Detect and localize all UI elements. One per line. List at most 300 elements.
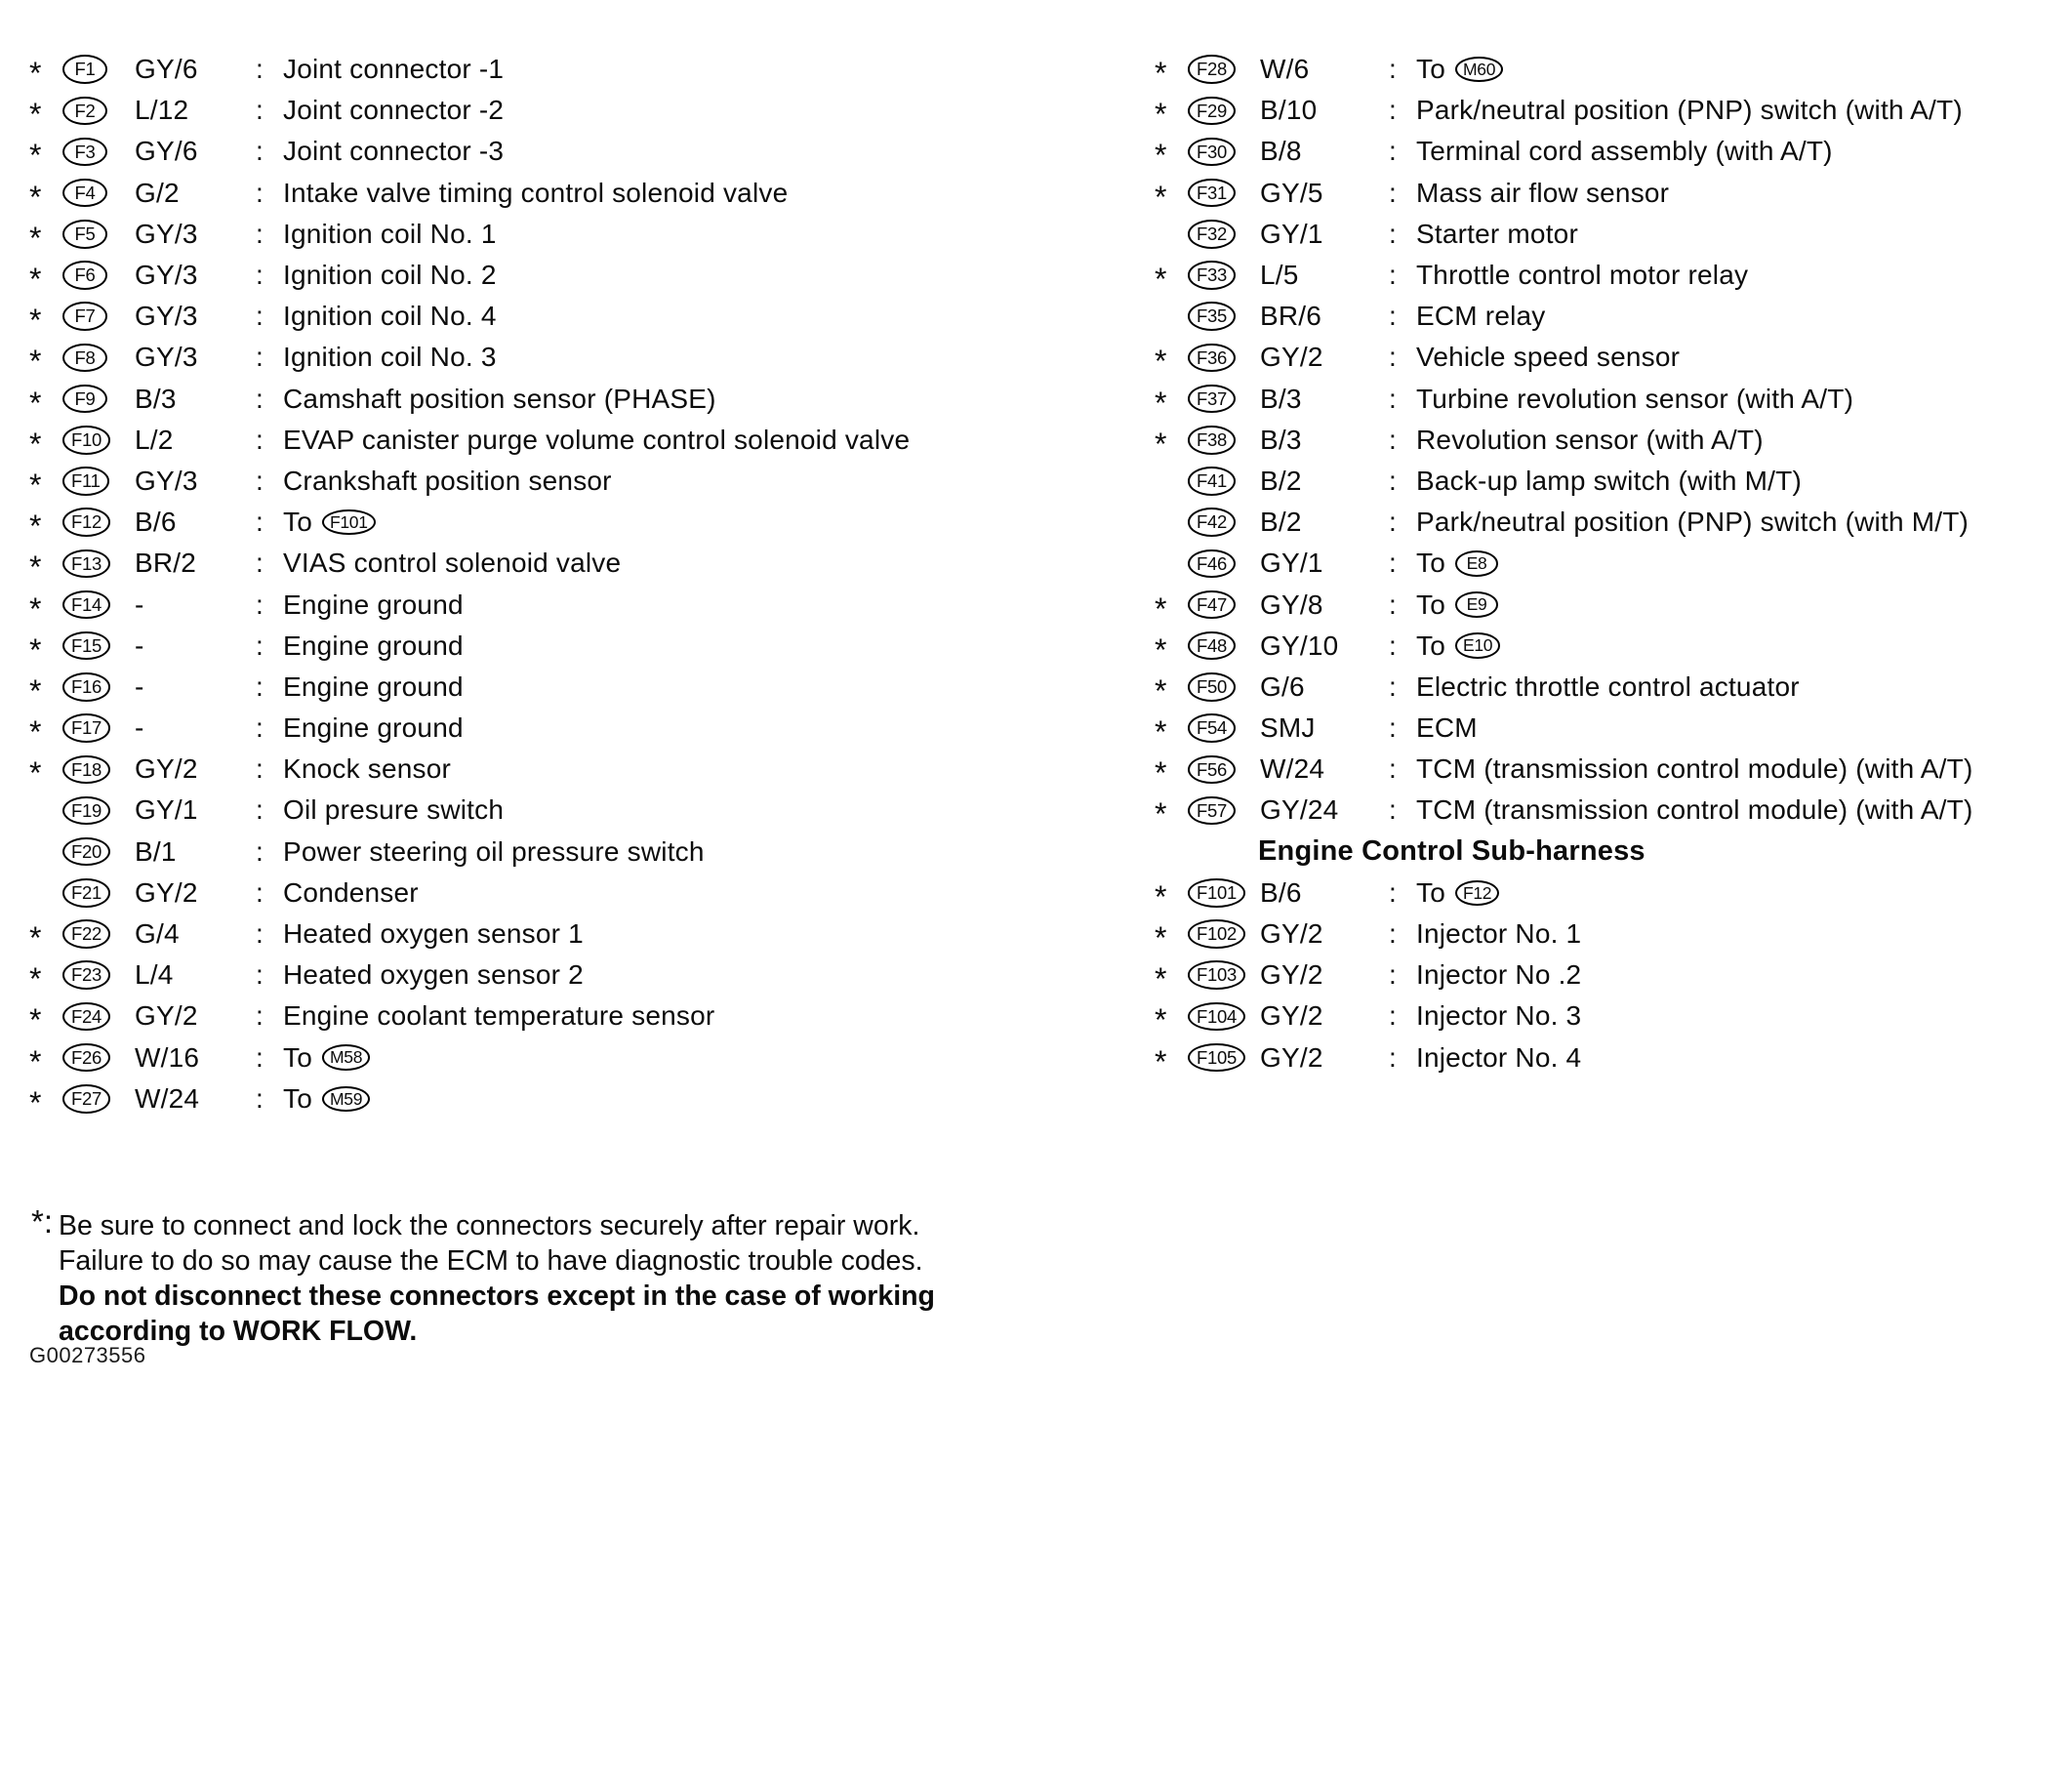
connector-id-badge: F4 <box>62 179 107 208</box>
connector-id-badge: F32 <box>1188 220 1236 249</box>
separator-colon: : <box>256 177 264 208</box>
connector-row <box>29 873 1122 914</box>
connector-description-text: Back-up lamp switch (with M/T) <box>1416 465 1802 496</box>
connector-id-cell <box>62 344 135 373</box>
connector-description <box>283 1000 1122 1032</box>
connector-description <box>1416 794 2072 826</box>
connector-description-text: To <box>1416 589 1445 620</box>
separator-colon: : <box>1389 301 1397 332</box>
connector-ref-badge: E9 <box>1455 591 1498 618</box>
connector-description-text: Starter motor <box>1416 218 1578 249</box>
connector-id-cell <box>1188 179 1260 208</box>
star-marker: * <box>1155 920 1167 956</box>
separator-colon: : <box>256 260 264 291</box>
star-marker <box>29 889 62 897</box>
connector-id-badge: F47 <box>1188 590 1236 620</box>
connector-description <box>1416 712 2072 744</box>
connector-description <box>1416 178 2072 209</box>
connector-description <box>1416 548 2072 579</box>
connector-id-cell <box>1188 960 1260 990</box>
star-marker: * <box>1155 1002 1167 1038</box>
connector-description-text: Joint connector -3 <box>283 136 505 167</box>
connector-id-badge: F13 <box>62 549 110 579</box>
connector-id-badge: F29 <box>1188 97 1236 126</box>
separator-colon: : <box>1389 918 1397 950</box>
footnote-bold-line: according to WORK FLOW. <box>59 1316 418 1347</box>
wire-code: BR/2 <box>135 548 197 579</box>
connector-description <box>283 301 1122 332</box>
section-heading: Engine Control Sub-harness <box>1258 835 1645 868</box>
star-marker: * <box>1155 262 1167 298</box>
connector-id-badge: F30 <box>1188 138 1236 167</box>
connector-id-cell <box>1188 344 1260 373</box>
connector-description-text: Ignition coil No. 3 <box>283 342 497 373</box>
separator-colon: : <box>1389 218 1397 249</box>
connector-row <box>29 543 1122 584</box>
connector-description <box>283 219 1122 250</box>
connector-description <box>283 1083 1122 1115</box>
connector-description-text: Knock sensor <box>283 753 452 785</box>
figure-id: G00273556 <box>29 1343 146 1367</box>
connector-id-badge: F33 <box>1188 261 1236 290</box>
wire-code: GY/3 <box>135 218 198 249</box>
connector-id-badge: F1 <box>62 55 107 84</box>
connector-description <box>1416 54 2072 85</box>
wire-code: L/4 <box>135 959 174 991</box>
connector-id-cell <box>1188 878 1260 908</box>
connector-id-badge: F46 <box>1188 549 1236 579</box>
separator-colon: : <box>1389 260 1397 291</box>
connector-row <box>1155 626 2072 667</box>
separator-colon: : <box>256 712 264 744</box>
wire-code: GY/5 <box>1260 177 1323 208</box>
connector-row <box>29 461 1122 502</box>
connector-id-badge: F31 <box>1188 179 1236 208</box>
connector-row <box>1155 90 2072 131</box>
connector-id-cell <box>62 1084 135 1114</box>
wire-code: GY/2 <box>135 876 198 908</box>
connector-id-cell <box>62 590 135 620</box>
connector-id-badge: F18 <box>62 755 110 785</box>
star-marker: * <box>29 961 42 997</box>
connector-description-text: Camshaft position sensor (PHASE) <box>283 383 716 414</box>
star-marker: * <box>1155 344 1167 380</box>
connector-description-text: To <box>1416 54 1445 85</box>
connector-row <box>29 1037 1122 1078</box>
star-marker: * <box>1155 138 1167 174</box>
separator-colon: : <box>256 630 264 661</box>
connector-description <box>1416 384 2072 415</box>
connector-description <box>1416 219 2072 250</box>
connector-description-text: VIAS control solenoid valve <box>283 548 622 579</box>
connector-ref-badge: M60 <box>1455 57 1503 83</box>
connector-ref-badge: M59 <box>322 1086 370 1113</box>
connector-row <box>29 584 1122 625</box>
footnote-bold-line: Do not disconnect these connectors except in the case of working <box>59 1281 935 1312</box>
connector-id-badge: F6 <box>62 261 107 290</box>
wire-code: - <box>135 589 144 620</box>
connector-description <box>283 95 1122 126</box>
connector-description-text: Ignition coil No. 2 <box>283 260 497 291</box>
connector-description <box>1416 1000 2072 1032</box>
connector-description-text: Power steering oil pressure switch <box>283 835 705 867</box>
footnote-line: Be sure to connect and lock the connectors securely after repair work. <box>59 1210 920 1241</box>
connector-row <box>29 214 1122 255</box>
star-marker: * <box>29 179 42 215</box>
connector-description <box>1416 301 2072 332</box>
star-marker: * <box>29 220 42 256</box>
connector-id-cell <box>62 261 135 290</box>
star-marker: * <box>29 97 42 133</box>
connector-description-text: Engine ground <box>283 671 464 702</box>
connector-row <box>29 173 1122 214</box>
separator-colon: : <box>1389 136 1397 167</box>
star-marker: * <box>1155 97 1167 133</box>
connector-row <box>1155 749 2072 790</box>
connector-description-text: Crankshaft position sensor <box>283 465 612 496</box>
star-marker <box>1155 230 1188 238</box>
connector-description <box>1416 95 2072 126</box>
connector-row <box>29 749 1122 790</box>
connector-ref-badge: E8 <box>1455 550 1498 577</box>
connector-description <box>283 1042 1122 1074</box>
connector-description-text: ECM <box>1416 712 1478 744</box>
connector-description <box>1416 630 2072 662</box>
separator-colon: : <box>1389 753 1397 785</box>
connector-description <box>283 836 1122 868</box>
connector-id-cell <box>1188 713 1260 743</box>
connector-id-badge: F104 <box>1188 1002 1245 1032</box>
wire-code: GY/2 <box>1260 918 1323 950</box>
connector-description <box>1416 425 2072 456</box>
connector-row <box>1155 461 2072 502</box>
connector-description-text: To <box>283 507 312 538</box>
connector-description <box>283 671 1122 703</box>
connector-row <box>1155 667 2072 708</box>
connector-id-badge: F50 <box>1188 672 1236 702</box>
connector-id-cell <box>1188 385 1260 414</box>
wire-code: GY/6 <box>135 136 198 167</box>
connector-id-badge: F102 <box>1188 919 1245 949</box>
connector-description-text: To <box>283 1041 312 1073</box>
connector-description-text: Oil presure switch <box>283 794 505 826</box>
wire-code: GY/2 <box>1260 342 1323 373</box>
star-marker: * <box>29 508 42 545</box>
connector-description <box>283 507 1122 538</box>
separator-colon: : <box>256 959 264 991</box>
separator-colon: : <box>1389 630 1397 661</box>
wire-code: GY/3 <box>135 301 198 332</box>
wire-code: GY/2 <box>135 753 198 785</box>
star-marker: * <box>29 920 42 956</box>
connector-id-cell <box>62 467 135 496</box>
connector-description-text: Injector No. 1 <box>1416 918 1582 950</box>
connector-description <box>283 260 1122 291</box>
star-marker <box>1155 518 1188 526</box>
connector-id-cell <box>62 837 135 867</box>
wire-code: B/8 <box>1260 136 1302 167</box>
connector-id-cell <box>62 878 135 908</box>
connector-id-cell <box>1188 508 1260 537</box>
connector-row <box>1155 255 2072 296</box>
separator-colon: : <box>1389 589 1397 620</box>
connector-description <box>283 425 1122 456</box>
connector-description <box>1416 136 2072 167</box>
connector-id-cell <box>62 755 135 785</box>
connector-id-badge: F35 <box>1188 302 1236 331</box>
connector-description-text: Mass air flow sensor <box>1416 177 1670 208</box>
connector-description <box>1416 1042 2072 1074</box>
connector-id-cell <box>1188 1043 1260 1073</box>
connector-row <box>1155 296 2072 337</box>
connector-id-cell <box>1188 631 1260 661</box>
connector-description-text: To <box>1416 548 1445 579</box>
connector-id-badge: F23 <box>62 960 110 990</box>
wire-code: G/2 <box>135 177 180 208</box>
separator-colon: : <box>256 876 264 908</box>
connector-id-badge: F57 <box>1188 796 1236 826</box>
connector-id-badge: F28 <box>1188 55 1236 84</box>
connector-list-right-column <box>1155 49 2072 1078</box>
connector-row <box>1155 955 2072 996</box>
connector-description <box>1416 671 2072 703</box>
star-marker: * <box>29 344 42 380</box>
wire-code: GY/2 <box>135 1000 198 1032</box>
connector-description-text: Joint connector -1 <box>283 54 505 85</box>
connector-id-badge: F24 <box>62 1002 110 1032</box>
connector-row <box>29 996 1122 1037</box>
connector-description-text: EVAP canister purge volume control solenoid valve <box>283 424 911 455</box>
connector-description-text: Intake valve timing control solenoid valve <box>283 177 789 208</box>
separator-colon: : <box>256 918 264 950</box>
connector-id-cell <box>62 713 135 743</box>
wire-code: G/6 <box>1260 671 1305 702</box>
connector-description <box>283 384 1122 415</box>
star-marker: * <box>1155 385 1167 421</box>
connector-id-cell <box>62 179 135 208</box>
connector-description-text: Ignition coil No. 4 <box>283 301 497 332</box>
connector-id-cell <box>62 302 135 331</box>
connector-description-text: ECM relay <box>1416 301 1546 332</box>
connector-row <box>29 131 1122 172</box>
connector-row <box>1155 379 2072 420</box>
connector-id-badge: F20 <box>62 837 110 867</box>
separator-colon: : <box>1389 177 1397 208</box>
connector-description-text: Heated oxygen sensor 1 <box>283 918 584 950</box>
connector-description <box>283 753 1122 785</box>
connector-ref-badge: F12 <box>1455 880 1499 907</box>
connector-id-cell <box>1188 55 1260 84</box>
separator-colon: : <box>256 671 264 702</box>
wire-code: GY/24 <box>1260 794 1339 826</box>
connector-id-badge: F38 <box>1188 426 1236 455</box>
connector-id-badge: F11 <box>62 467 109 496</box>
wire-code: - <box>135 671 144 702</box>
connector-description <box>283 794 1122 826</box>
star-marker: * <box>29 549 42 586</box>
star-marker: * <box>29 1002 42 1038</box>
separator-colon: : <box>256 794 264 826</box>
connector-description <box>1416 466 2072 497</box>
star-marker: * <box>1155 426 1167 462</box>
separator-colon: : <box>1389 712 1397 744</box>
connector-row <box>29 667 1122 708</box>
connector-id-cell <box>1188 261 1260 290</box>
separator-colon: : <box>256 1041 264 1073</box>
connector-row <box>29 420 1122 461</box>
connector-row <box>1155 502 2072 543</box>
connector-description-text: Vehicle speed sensor <box>1416 342 1681 373</box>
star-marker: * <box>1155 878 1167 915</box>
connector-description-text: Condenser <box>283 876 419 908</box>
connector-description <box>283 548 1122 579</box>
connector-id-badge: F14 <box>62 590 110 620</box>
connector-id-badge: F41 <box>1188 467 1236 496</box>
wire-code: GY/3 <box>135 342 198 373</box>
separator-colon: : <box>256 1082 264 1114</box>
connector-row <box>1155 173 2072 214</box>
connector-description-text: To <box>1416 630 1445 661</box>
connector-description <box>1416 959 2072 991</box>
star-marker <box>29 848 62 856</box>
connector-id-badge: F27 <box>62 1084 110 1114</box>
separator-colon: : <box>256 136 264 167</box>
connector-description-text: Electric throttle control actuator <box>1416 671 1800 702</box>
wire-code: B/2 <box>1260 465 1302 496</box>
connector-description-text: TCM (transmission control module) (with A/T) <box>1416 794 1973 826</box>
connector-row <box>29 708 1122 749</box>
connector-description <box>283 136 1122 167</box>
footnote-line: Failure to do so may cause the ECM to have diagnostic trouble codes. <box>59 1245 923 1277</box>
connector-description <box>283 342 1122 373</box>
separator-colon: : <box>256 424 264 455</box>
footnote <box>31 1203 1132 1349</box>
connector-description-text: Injector No .2 <box>1416 959 1582 991</box>
connector-id-cell <box>1188 755 1260 785</box>
separator-colon: : <box>1389 54 1397 85</box>
connector-description-text: Heated oxygen sensor 2 <box>283 959 584 991</box>
connector-row <box>29 955 1122 996</box>
connector-id-badge: F22 <box>62 919 110 949</box>
wire-code: B/6 <box>135 507 177 538</box>
connector-id-badge: F105 <box>1188 1043 1245 1073</box>
wire-code: GY/1 <box>1260 548 1323 579</box>
separator-colon: : <box>1389 465 1397 496</box>
connector-description <box>283 918 1122 950</box>
separator-colon: : <box>1389 95 1397 126</box>
wire-code: GY/2 <box>1260 959 1323 991</box>
wire-code: W/16 <box>135 1041 200 1073</box>
connector-row <box>29 255 1122 296</box>
wire-code: GY/1 <box>1260 218 1323 249</box>
star-marker <box>29 806 62 814</box>
separator-colon: : <box>1389 959 1397 991</box>
wire-code: - <box>135 630 144 661</box>
connector-description-text: Engine ground <box>283 712 464 744</box>
separator-colon: : <box>1389 1041 1397 1073</box>
connector-row <box>1155 790 2072 831</box>
connector-id-cell <box>62 919 135 949</box>
wire-code: L/12 <box>135 95 189 126</box>
connector-id-cell <box>1188 549 1260 579</box>
connector-id-badge: F16 <box>62 672 110 702</box>
connector-description-text: Engine ground <box>283 630 464 661</box>
wire-code: L/5 <box>1260 260 1299 291</box>
connector-row <box>29 379 1122 420</box>
star-marker: * <box>29 590 42 627</box>
connector-row <box>29 502 1122 543</box>
connector-id-badge: F48 <box>1188 631 1236 661</box>
wire-code: SMJ <box>1260 712 1316 744</box>
separator-colon: : <box>256 1000 264 1032</box>
star-marker: * <box>29 631 42 668</box>
wire-code: L/2 <box>135 424 174 455</box>
wire-code: G/4 <box>135 918 180 950</box>
separator-colon: : <box>256 301 264 332</box>
connector-id-cell <box>1188 220 1260 249</box>
star-marker: * <box>1155 796 1167 833</box>
wire-code: GY/3 <box>135 260 198 291</box>
connector-description-text: Throttle control motor relay <box>1416 260 1749 291</box>
connector-row <box>1155 337 2072 378</box>
connector-id-cell <box>62 508 135 537</box>
connector-description <box>283 712 1122 744</box>
connector-description <box>283 54 1122 85</box>
connector-id-badge: F36 <box>1188 344 1236 373</box>
connector-list-left-column <box>29 49 1122 1119</box>
star-marker: * <box>1155 56 1167 92</box>
connector-id-badge: F15 <box>62 631 110 661</box>
star-marker: * <box>1155 961 1167 997</box>
connector-description-text: Injector No. 4 <box>1416 1041 1582 1073</box>
separator-colon: : <box>256 548 264 579</box>
wire-code: B/3 <box>1260 383 1302 414</box>
star-marker: * <box>29 672 42 709</box>
star-marker: * <box>29 426 42 462</box>
connector-id-cell <box>1188 1002 1260 1032</box>
separator-colon: : <box>256 95 264 126</box>
connector-row <box>1155 996 2072 1037</box>
connector-description-text: Joint connector -2 <box>283 95 505 126</box>
separator-colon: : <box>256 342 264 373</box>
star-marker: * <box>29 138 42 174</box>
connector-id-badge: F56 <box>1188 755 1236 785</box>
connector-description-text: TCM (transmission control module) (with A/T) <box>1416 753 1973 785</box>
connector-description <box>283 877 1122 909</box>
star-marker <box>1155 312 1188 320</box>
separator-colon: : <box>256 218 264 249</box>
connector-row <box>29 626 1122 667</box>
connector-description <box>283 466 1122 497</box>
connector-row <box>29 337 1122 378</box>
connector-row <box>29 832 1122 873</box>
connector-ref-badge: M58 <box>322 1044 370 1071</box>
connector-row <box>1155 49 2072 90</box>
connector-id-badge: F103 <box>1188 960 1245 990</box>
wire-code: GY/3 <box>135 465 198 496</box>
wire-code: GY/6 <box>135 54 198 85</box>
connector-ref-badge: E10 <box>1455 632 1500 659</box>
connector-description-text: Revolution sensor (with A/T) <box>1416 424 1764 455</box>
connector-id-badge: F2 <box>62 97 107 126</box>
connector-id-cell <box>1188 796 1260 826</box>
connector-id-cell <box>62 796 135 826</box>
wire-code: BR/6 <box>1260 301 1322 332</box>
connector-id-cell <box>62 960 135 990</box>
connector-row <box>1155 914 2072 955</box>
connector-id-badge: F54 <box>1188 713 1236 743</box>
connector-row <box>29 914 1122 955</box>
